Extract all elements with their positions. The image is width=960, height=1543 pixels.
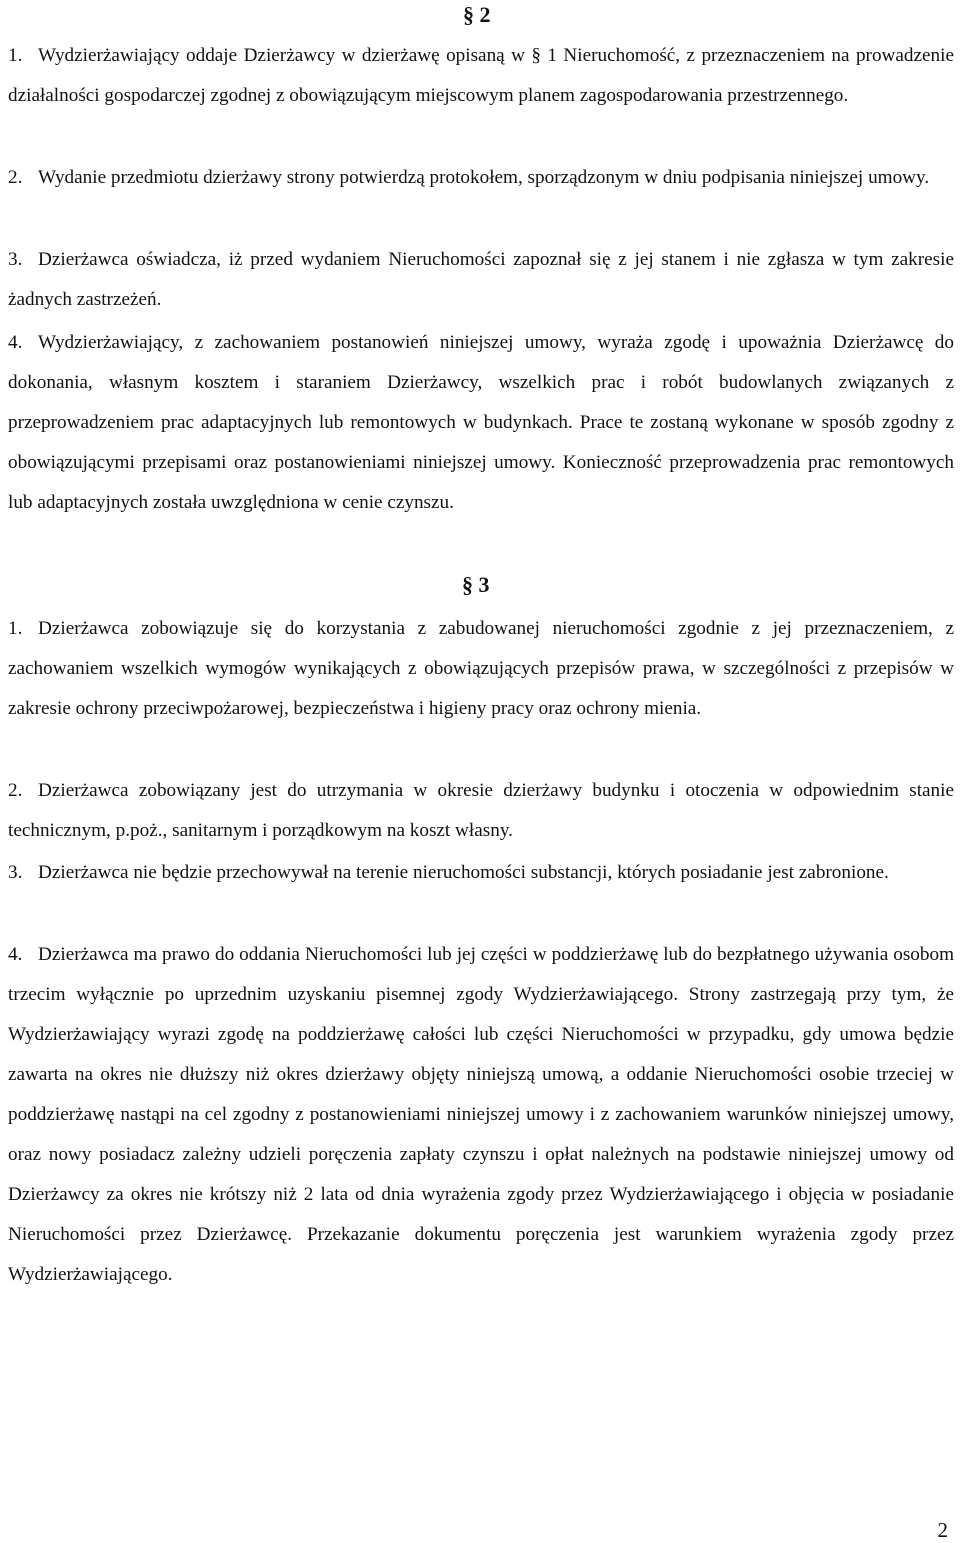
item-number: 3. [8,862,23,883]
item-text: Dzierżawca ma prawo do oddania Nieruchomości lub jej części w poddzierżawę lub do bezpłatnego używania osobom trzecim wyłącznie po uprzednim uzyskaniu pisemnej zgody Wydzierżawiającego. Strony zastrzegają przy tym, że Wydzierżawiający wyrazi zgodę na poddzierżawę całości lub części Nieruchomości w przypadku, gdy umowa będzie zawarta na okres nie dłuższy niż okres dzierżawy objęty niniejszą umową, a oddanie Nieruchomości osobie trzeciej w poddzierżawę nastąpi na cel zgodny z postanowieniami niniejszej umowy i z zachowaniem warunków niniejszej umowy, oraz nowy posiadacz zależny udzieli poręczenia zapłaty czynszu i opłat należnych na podstawie niniejszej umowy od Dzierżawcy za okres nie krótszy niż 2 lata od dnia wyrażenia zgody przez Wydzierżawiającego i objęcia w posiadanie Nieruchomości przez Dzierżawcę. Przekazanie dokumentu poręczenia jest warunkiem wyrażenia zgody przez Wydzierżawiającego. [8,944,954,1285]
section-2-item-4 [8,323,954,523]
item-text: Wydzierżawiający, z zachowaniem postanowień niniejszej umowy, wyraża zgodę i upoważnia Dzierżawcę do dokonania, własnym kosztem i staraniem Dzierżawcy, wszelkich prac i robót budowlanych związanych z przeprowadzeniem prac adaptacyjnych lub remontowych w budynkach. Prace te zostaną wykonane w sposób zgodny z obowiązującymi przepisami oraz postanowieniami niniejszej umowy. Konieczność przeprowadzenia prac remontowych lub adaptacyjnych została uwzględniona w cenie czynszu. [8,332,954,513]
item-text: Dzierżawca zobowiązany jest do utrzymania w okresie dzierżawy budynku i otoczenia w odpowiednim stanie technicznym, p.poż., sanitarnym i porządkowym na koszt własny. [8,780,954,841]
item-text: Dzierżawca nie będzie przechowywał na terenie nieruchomości substancji, których posiadanie jest zabronione. [38,862,889,883]
item-number: 4. [8,944,23,965]
item-text: Dzierżawca oświadcza, iż przed wydaniem Nieruchomości zapoznał się z jej stanem i nie zgłasza w tym zakresie żadnych zastrzeżeń. [8,249,954,310]
item-text: Wydanie przedmiotu dzierżawy strony potwierdzą protokołem, sporządzonym w dniu podpisania niniejszej umowy. [38,167,930,188]
section-3-item-1 [8,609,954,729]
item-number: 2. [8,780,23,801]
item-number: 4. [8,332,23,353]
item-text: Dzierżawca zobowiązuje się do korzystania z zabudowanej nieruchomości zgodnie z jej przeznaczeniem, z zachowaniem wszelkich wymogów wynikających z obowiązujących przepisów prawa, w szczególności z przepisów w zakresie ochrony przeciwpożarowej, bezpieczeństwa i higieny pracy oraz ochrony mienia. [8,618,954,719]
item-text: Wydzierżawiający oddaje Dzierżawcy w dzierżawę opisaną w § 1 Nieruchomość, z przeznaczeniem na prowadzenie działalności gospodarczej zgodnej z obowiązującym miejscowym planem zagospodarowania przestrzennego. [8,45,954,106]
item-number: 1. [8,618,23,639]
section-2-item-2 [8,158,954,198]
section-2-item-3 [8,240,954,320]
section-2-heading: § 2 [463,2,491,27]
item-number: 2. [8,167,23,188]
item-number: 1. [8,45,23,66]
section-3-item-3 [8,853,954,893]
page-number: 2 [937,1518,948,1542]
section-3-heading: § 3 [462,572,490,597]
section-3-item-2 [8,771,954,851]
section-2-item-1 [8,36,954,116]
item-number: 3. [8,249,23,270]
section-3-item-4 [8,935,954,1295]
